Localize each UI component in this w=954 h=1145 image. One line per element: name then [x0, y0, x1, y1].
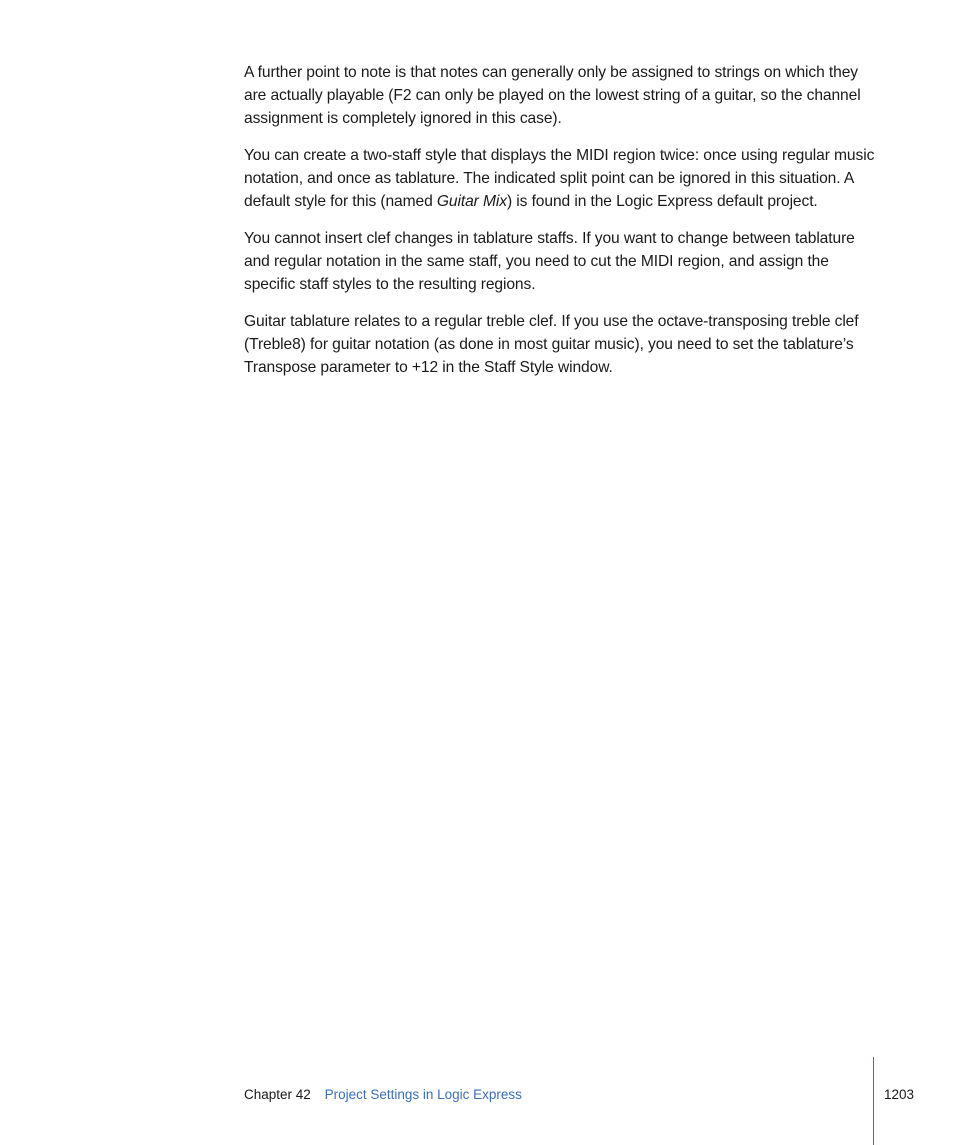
paragraph-treble-clef: Guitar tablature relates to a regular treble clef. If you use the octave-transposing treble clef (Treble8) for guitar notation (as done in most guitar music), you need to set the tablature’s Transpose parameter to +12 in the Staff Style window.	[244, 313, 859, 376]
page-body	[244, 61, 880, 393]
paragraph-text-after: ) is found in the Logic Express default project.	[506, 193, 818, 210]
paragraph-two-staff-style	[244, 144, 880, 213]
paragraph-text-before: You can create a two-staff style that displays the MIDI region twice: once using regular music notation, and once as tablature. The indicated split point can be ignored in this situation. A default style for this (named	[244, 147, 875, 210]
paragraph-clef-changes: You cannot insert clef changes in tablature staffs. If you want to change between tablature and regular notation in the same staff, you need to cut the MIDI region, and assign the specific staff styles to the resulting regions.	[244, 230, 855, 293]
paragraph-string-playability: A further point to note is that notes can generally only be assigned to strings on which they are actually playable (F2 can only be played on the lowest string of a guitar, so the channel assignment is completely ignored in this case).	[244, 64, 861, 127]
page-number: 1203	[884, 1087, 915, 1102]
style-name-guitar-mix: Guitar Mix	[436, 193, 507, 210]
page-footer	[244, 1086, 522, 1104]
footer-divider	[873, 1057, 874, 1145]
chapter-label: Chapter 42	[244, 1087, 311, 1102]
chapter-title-link[interactable]: Project Settings in Logic Express	[324, 1087, 522, 1102]
